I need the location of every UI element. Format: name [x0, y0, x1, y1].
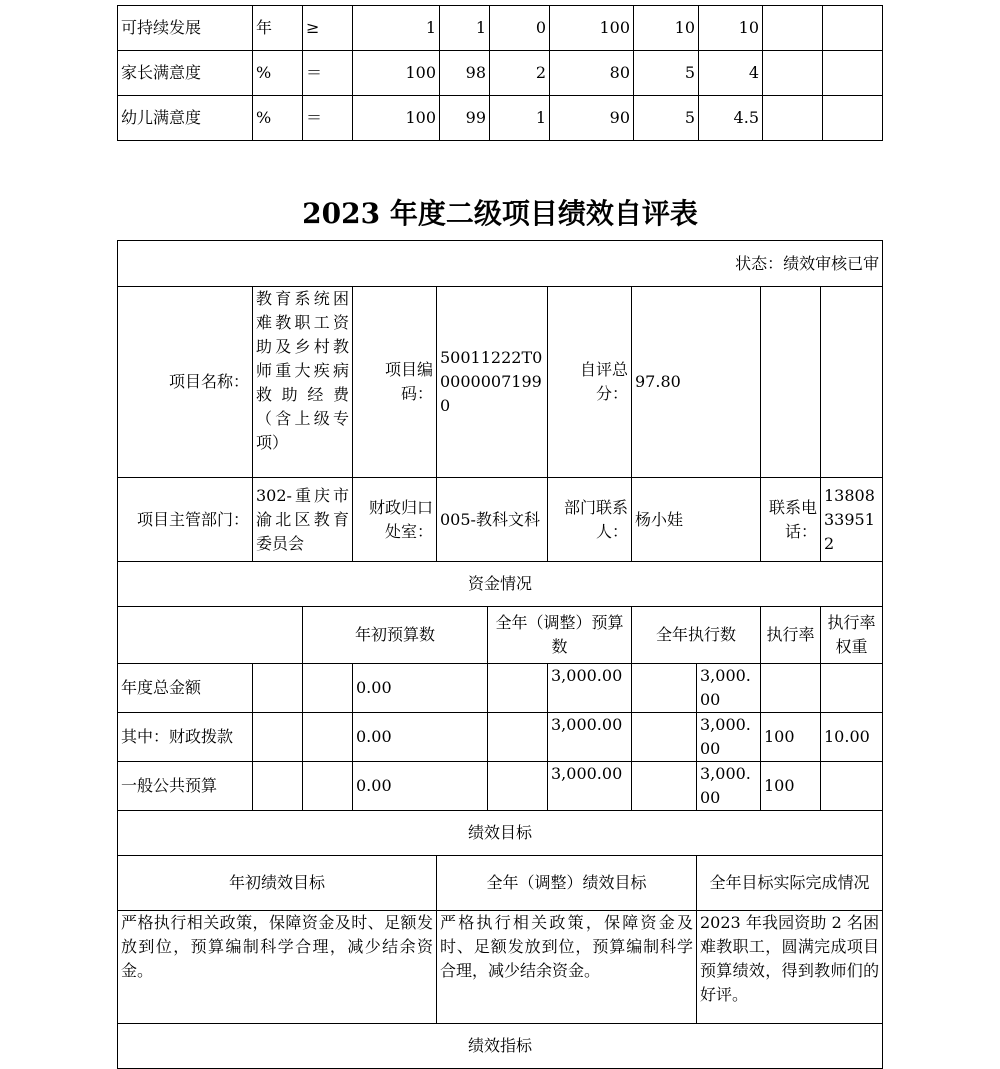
indicator-value: 1	[490, 96, 550, 141]
indicator-value: 100	[550, 6, 634, 51]
project-name-value: 教育系统困难教职工资助及乡村教师重大疾病救助经费（含上级专项）	[253, 287, 353, 478]
empty-cell	[632, 762, 697, 811]
department-row	[118, 478, 883, 562]
empty-cell	[253, 713, 303, 762]
exec-rate-value	[761, 664, 821, 713]
rate-weight-value: 10.00	[821, 713, 883, 762]
empty-cell	[763, 96, 823, 141]
executed-value: 3,000.00	[697, 713, 761, 762]
goals-section-title: 绩效目标	[118, 811, 883, 856]
project-code-value: 50011222T000000071990	[437, 287, 548, 478]
executed-value: 3,000.00	[697, 664, 761, 713]
adjusted-goal-text: 严格执行相关政策，保障资金及时、足额发放到位，预算编制科学合理，减少结余资金。	[437, 911, 697, 1024]
indicator-table-continued	[117, 5, 883, 141]
table-row	[118, 51, 883, 96]
empty-cell	[488, 762, 548, 811]
funds-row-label: 年度总金额	[118, 664, 253, 713]
indicator-operator: ≥	[303, 6, 353, 51]
header-adjusted-budget: 全年（调整）预算数	[488, 607, 632, 664]
header-rate-weight: 执行率权重	[821, 607, 883, 664]
goals-header-row	[118, 856, 883, 911]
empty-cell	[632, 664, 697, 713]
empty-cell	[488, 713, 548, 762]
indicator-value: 4.5	[699, 96, 763, 141]
indicator-value: 1	[353, 6, 440, 51]
empty-cell	[303, 713, 353, 762]
indicator-value: 5	[634, 51, 699, 96]
empty-cell	[823, 96, 883, 141]
project-name-label: 项目名称：	[118, 287, 253, 478]
empty-cell	[823, 51, 883, 96]
goals-content-row	[118, 911, 883, 1024]
empty-cell	[763, 6, 823, 51]
contact-label: 部门联系人：	[548, 478, 632, 562]
funds-header-row	[118, 607, 883, 664]
indicator-operator: ＝	[303, 51, 353, 96]
table-row	[118, 96, 883, 141]
phone-label: 联系电话：	[761, 478, 821, 562]
score-label: 自评总分：	[548, 287, 632, 478]
indicator-name: 可持续发展	[118, 6, 253, 51]
funds-section-row	[118, 562, 883, 607]
goals-section-row	[118, 811, 883, 856]
indicator-value: 1	[440, 6, 490, 51]
indicator-value: 99	[440, 96, 490, 141]
adjusted-budget-value: 3,000.00	[548, 713, 632, 762]
indicator-name: 家长满意度	[118, 51, 253, 96]
indicator-value: 90	[550, 96, 634, 141]
empty-cell	[632, 713, 697, 762]
empty-cell	[118, 607, 303, 664]
header-actual-completion: 全年目标实际完成情况	[697, 856, 883, 911]
initial-budget-value: 0.00	[353, 713, 488, 762]
empty-cell	[303, 664, 353, 713]
empty-cell	[253, 664, 303, 713]
header-initial-budget: 年初预算数	[303, 607, 488, 664]
empty-cell	[821, 287, 883, 478]
header-exec-rate: 执行率	[761, 607, 821, 664]
header-executed: 全年执行数	[632, 607, 761, 664]
exec-rate-value: 100	[761, 762, 821, 811]
exec-rate-value: 100	[761, 713, 821, 762]
indicator-value: 98	[440, 51, 490, 96]
initial-budget-value: 0.00	[353, 762, 488, 811]
executed-value: 3,000.00	[697, 762, 761, 811]
indicator-value: 80	[550, 51, 634, 96]
empty-cell	[488, 664, 548, 713]
initial-goal-text: 严格执行相关政策，保障资金及时、足额发放到位，预算编制科学合理，减少结余资金。	[118, 911, 437, 1024]
indicator-value: 0	[490, 6, 550, 51]
indicator-value: 2	[490, 51, 550, 96]
rate-weight-value	[821, 664, 883, 713]
indicator-value: 100	[353, 96, 440, 141]
header-adjusted-goal: 全年（调整）绩效目标	[437, 856, 697, 911]
indicator-operator: ＝	[303, 96, 353, 141]
empty-cell	[763, 51, 823, 96]
evaluation-table	[117, 240, 883, 1069]
page-title: 2023 年度二级项目绩效自评表	[302, 197, 698, 230]
finance-value: 005-教科文科	[437, 478, 548, 562]
finance-label: 财政归口处室：	[353, 478, 437, 562]
adjusted-budget-value: 3,000.00	[548, 762, 632, 811]
indicator-unit: %	[253, 96, 303, 141]
indicators-section-title: 绩效指标	[118, 1024, 883, 1069]
funds-row-label: 其中：财政拨款	[118, 713, 253, 762]
indicator-unit: 年	[253, 6, 303, 51]
actual-completion-text: 2023 年我园资助 2 名困难教职工，圆满完成项目预算绩效，得到教师们的好评。	[697, 911, 883, 1024]
indicator-value: 10	[634, 6, 699, 51]
indicator-value: 5	[634, 96, 699, 141]
contact-value: 杨小娃	[632, 478, 761, 562]
header-initial-goal: 年初绩效目标	[118, 856, 437, 911]
table-row	[118, 6, 883, 51]
status-text: 状态：绩效审核已审	[118, 241, 883, 287]
empty-cell	[761, 287, 821, 478]
adjusted-budget-value: 3,000.00	[548, 664, 632, 713]
rate-weight-value	[821, 762, 883, 811]
empty-cell	[823, 6, 883, 51]
table-row	[118, 664, 883, 713]
indicator-unit: %	[253, 51, 303, 96]
indicator-value: 100	[353, 51, 440, 96]
dept-label: 项目主管部门：	[118, 478, 253, 562]
indicators-section-row	[118, 1024, 883, 1069]
status-row	[118, 241, 883, 287]
indicator-value: 10	[699, 6, 763, 51]
table-row	[118, 762, 883, 811]
project-code-label: 项目编码：	[353, 287, 437, 478]
project-info-row	[118, 287, 883, 478]
table-row	[118, 713, 883, 762]
phone-value: 13808339512	[821, 478, 883, 562]
empty-cell	[303, 762, 353, 811]
indicator-name: 幼儿满意度	[118, 96, 253, 141]
indicator-value: 4	[699, 51, 763, 96]
funds-section-title: 资金情况	[118, 562, 883, 607]
score-value: 97.80	[632, 287, 761, 478]
initial-budget-value: 0.00	[353, 664, 488, 713]
dept-value: 302-重庆市渝北区教育委员会	[253, 478, 353, 562]
empty-cell	[253, 762, 303, 811]
funds-row-label: 一般公共预算	[118, 762, 253, 811]
